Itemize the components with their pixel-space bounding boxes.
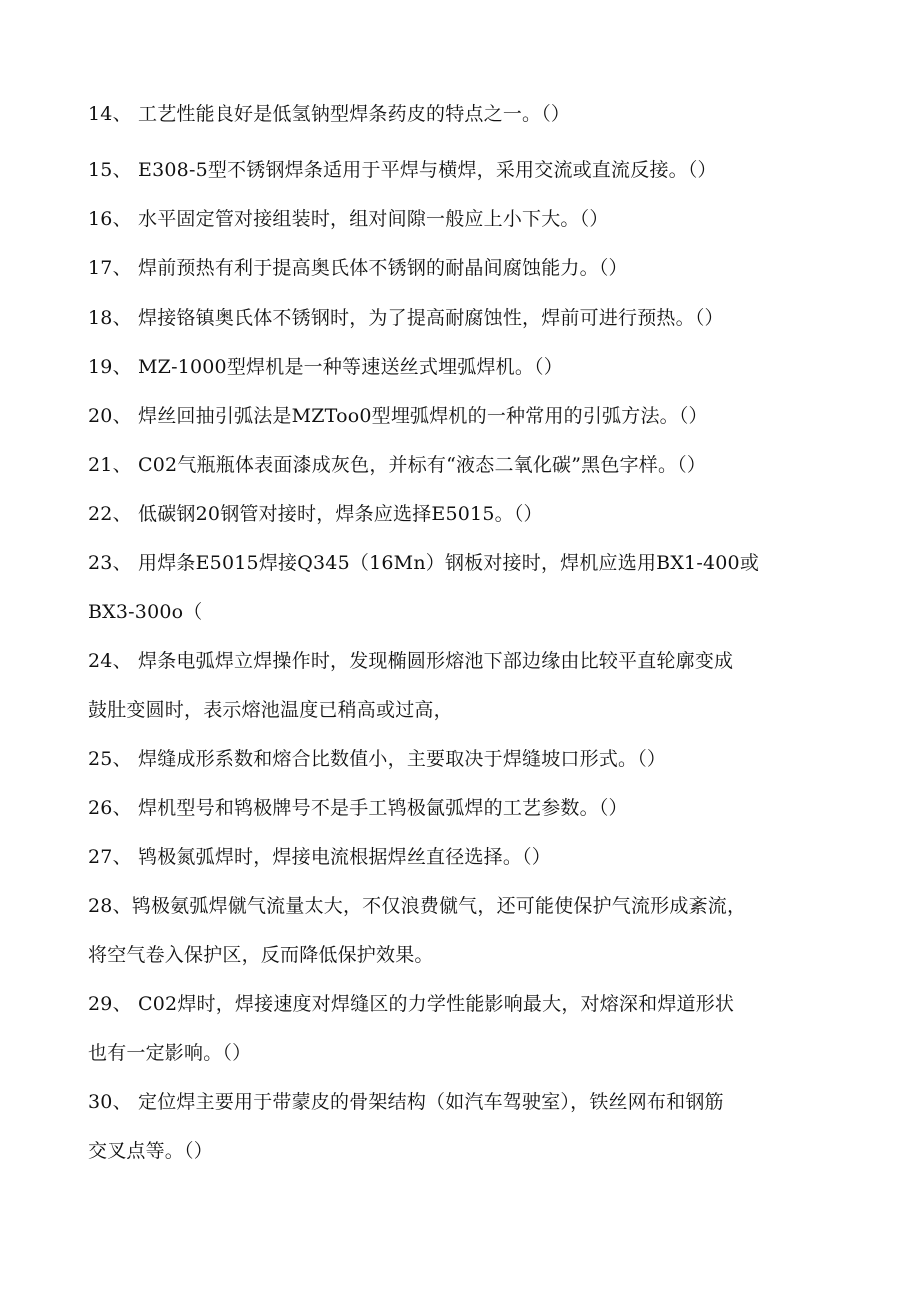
question-22: 22、 低碳钢20钢管对接时，焊条应选择E5015。（） xyxy=(88,503,543,525)
question-29-line-2: 也有一定影响。（） xyxy=(88,1042,252,1064)
question-23-line-1: 23、 用焊条E5015焊接Q345（16Mn）钢板对接时，焊机应选用BX1-400或 xyxy=(88,552,760,574)
question-20: 20、 焊丝回抽引弧法是MZToo0型埋弧焊机的一种常用的引弧方法。（） xyxy=(88,405,708,427)
question-30-line-2: 交叉点等。（） xyxy=(88,1140,213,1162)
question-25: 25、 焊缝成形系数和熔合比数值小，主要取决于焊缝坡口形式。（） xyxy=(88,748,667,770)
question-28-line-1: 28、鸨极氨弧焊僦气流量太大，不仅浪费僦气，还可能使保护气流形成紊流， xyxy=(88,895,747,917)
question-24-line-2: 鼓肚变圆时，表示熔池温度已稍高或过高， xyxy=(88,699,453,721)
question-23-line-2: BX3-300o（ xyxy=(88,601,203,623)
question-27: 27、 鸨极氮弧焊时，焊接电流根据焊丝直径选择。（） xyxy=(88,846,551,868)
question-24-line-1: 24、 焊条电弧焊立焊操作时，发现椭圆形熔池下部边缘由比较平直轮廓变成 xyxy=(88,650,734,672)
question-16: 16、 水平固定管对接组装时，组对间隙一般应上小下大。（） xyxy=(88,208,609,230)
question-30-line-1: 30、 定位焊主要用于带蒙皮的骨架结构（如汽车驾驶室），铁丝网布和钢筋 xyxy=(88,1091,724,1113)
question-29-line-1: 29、 C02焊时，焊接速度对焊缝区的力学性能影响最大，对熔深和焊道形状 xyxy=(88,993,735,1015)
question-18: 18、 焊接铬镇奥氏体不锈钢时，为了提高耐腐蚀性，焊前可进行预热。（） xyxy=(88,307,724,329)
question-28-line-2: 将空气卷入保护区，反而降低保护效果。 xyxy=(88,944,434,966)
question-26: 26、 焊机型号和鸨极牌号不是手工鸨极氤弧焊的工艺参数。（） xyxy=(88,797,628,819)
question-15: 15、 E308-5型不锈钢焊条适用于平焊与横焊，采用交流或直流反接。（） xyxy=(88,159,717,181)
question-14: 14、 工艺性能良好是低氢钠型焊条药皮的特点之一。（） xyxy=(88,103,571,125)
question-19: 19、 MZ-1000型焊机是一种等速送丝式埋弧焊机。（） xyxy=(88,356,563,378)
question-17: 17、 焊前预热有利于提高奥氏体不锈钢的耐晶间腐蚀能力。（） xyxy=(88,257,628,279)
question-21: 21、 C02气瓶瓶体表面漆成灰色，并标有“液态二氧化碳”黑色字样。（） xyxy=(88,454,707,476)
